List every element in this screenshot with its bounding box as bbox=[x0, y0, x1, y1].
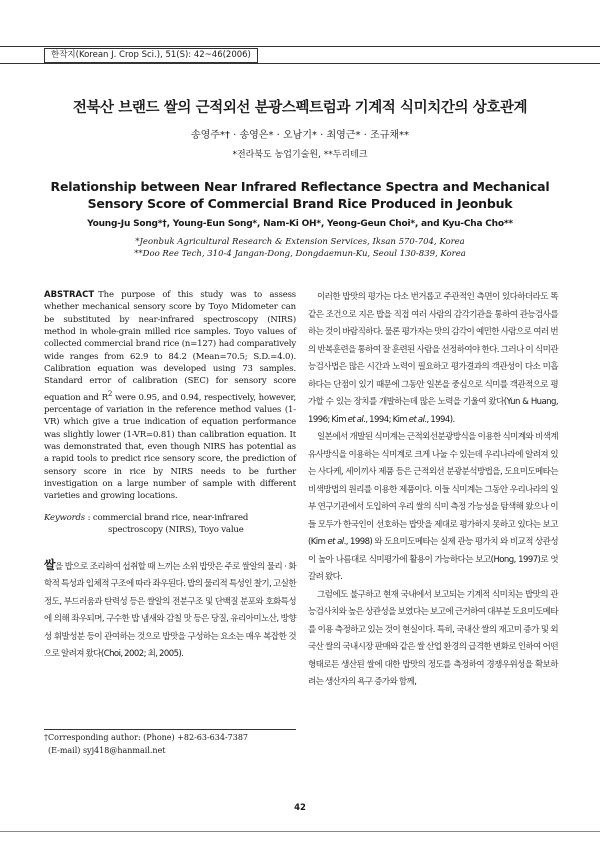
right-column bbox=[308, 289, 558, 692]
paragraph-2-end: ., 1998) 와 도요미도메타는 실제 관능 평가치 와 비교적 상관성이 높아 나름대로 식미평가에 활용이 가능하다는 보고(Hong, 1997)로 엇갈려 왔다. bbox=[308, 537, 558, 582]
intro-dropcap: 쌀 bbox=[44, 557, 56, 572]
english-title: Relationship between Near Infrared Reflectance Spectra and Mechanical Sensory Score of Commercial Brand Rice Produced in Jeonbuk bbox=[50, 179, 550, 211]
intro-paragraph bbox=[44, 557, 296, 664]
footnote-phone: †Corresponding author: (Phone) +82-63-634-7387 bbox=[44, 733, 249, 742]
keywords-text: : commercial brand rice, near-infrared spectroscopy (NIRS), Toyo value bbox=[87, 512, 249, 536]
intro-text: 을 밥으로 조리하여 섭취할 때 느끼는 소위 밥맛은 주로 쌀알의 물리 · 화학적 특성과 입체적 구조에 따라 좌우된다. 밥의 물리적 특성인 찰기, 고실한 정도, 부드러움과 탄력성 등은 쌀알의 전분구조 및 단백질 분포와 호화특성에 의해 좌우되며, 구수한 밥 냄새와 감칠 맛 등은 당질, 유리아미노산, 방향성 휘발성분 등이 관여하는 것으로 밥맛을 구성하는 요소는 매우 복잡한 것으로 알려져 왔다(Choi, 2002; 최, 2005). bbox=[44, 561, 296, 660]
body-paragraph-3: 그럼에도 불구하고 현재 국내에서 보고되는 기계적 식미치는 밥맛의 관능검사치와 높은 상관성을 보였다는 보고에 근거하여 대부분 도요미도메타를 이용 측정하고 있는 것이 현실이다. 특히, 국내산 쌀의 재고미 증가 및 외국산 쌀의 국내시장 판매와 같은 쌀 산업 환경의 급격한 변화로 인하여 어떤 형태로든 생산된 쌀에 대한 밥맛의 정도를 측정하여 경쟁우위성을 확보하려는 생산자의 욕구 증가와 함께, bbox=[308, 589, 558, 687]
abstract-label: ABSTRACT bbox=[44, 290, 95, 300]
english-authors: Young-Ju Song*†, Young-Eun Song*, Nam-Ki OH*, Yeong-Geun Choi*, and Kyu-Cha Cho** bbox=[87, 219, 513, 229]
paragraph-1-mid: ., 1994; Kim bbox=[363, 414, 409, 425]
paragraph-2-text: 일본에서 개발된 식미계는 근적외선분광방식을 이용한 식미계와 비색계 유사방식을 이용하는 식미계로 크게 나눌 수 있는데 우리나라에 알려져 있는 사다케, 세이끼사 제품 등은 근적외선 분광분석방법을, 도요미도메타는 비색방법의 원리를 이용한 제품이다. 이들 식미계는 그동안 우리나라의 일부 연구기관에서 도입하여 우리 쌀의 식미 측정 가능성을 탐색해 왔으나 이들 모두가 한국인이 선호하는 밥맛을 제대로 평가하지 못하고 있다는 보고(Kim bbox=[308, 432, 558, 547]
keywords bbox=[44, 512, 296, 537]
paragraph-1-text: 이러한 밥맛의 평가는 다소 번거롭고 주관적인 측면이 있다하더라도 똑같은 조건으로 지은 밥을 직접 여러 사람의 감각기관을 통하여 관능검사를 하는 것이 바람직하다. 물론 평가자는 맛의 감각이 예민한 사람으로 여러 번의 반복훈련을 통하여 잘 훈련된 사람을 선정하여야 한다. 그러나 이 식미관능검사법은 많은 시간과 노력이 필요하고 평가결과의 객관성이 다소 미흡하다는 단점이 있기 때문에 그동안 일본을 중심으로 식미를 객관적으로 평가할 수 있는 장치를 개발하는데 많은 노력을 기울여 왔다(Yun & Huang, 1996; Kim bbox=[308, 292, 558, 425]
abstract-superscript: 2 bbox=[107, 388, 113, 398]
affiliation-line-2: **Doo Ree Tech, 310-4 Jangan-Dong, Dongdaemun-Ku, Seoul 130-839, Korea bbox=[134, 249, 466, 259]
abstract bbox=[44, 289, 296, 503]
affiliation-line-1: *Jeonbuk Agricultural Research & Extension Services, Iksan 570-704, Korea bbox=[135, 237, 465, 247]
body-paragraph-1 bbox=[308, 289, 558, 429]
keywords-label: Keywords bbox=[44, 512, 86, 523]
footnote-divider bbox=[44, 729, 296, 730]
english-affiliations bbox=[0, 236, 600, 260]
abstract-text-2: were 0.95, and 0.94, respectively, however, percentage of variation in the reference method values (1-VR) which give a true indication of equation performance was slightly lower (1-VR=0.81) than calibration equation. It was demonstrated that, even though NIRS has potential as a rapid tools to predict rice sensory score, the prediction of sensory score in rice by NIRS needs to be further investigation on a large number of sample with different varieties and growing locations. bbox=[44, 392, 296, 502]
et-al-3: et al bbox=[327, 537, 344, 547]
journal-header-band bbox=[0, 46, 600, 64]
footnote bbox=[44, 732, 296, 757]
korean-authors: 송영주*† · 송영은* · 오남기* · 최영근* · 조규채** bbox=[190, 130, 410, 141]
footnote-email: (E-mail) syj418@hanmail.net bbox=[48, 745, 166, 755]
paragraph-1-end: ., 1994). bbox=[424, 414, 455, 425]
left-column bbox=[44, 289, 296, 664]
body-paragraph-2 bbox=[308, 429, 558, 587]
korean-title: 전북산 브랜드 쌀의 근적외선 분광스펙트럼과 기계적 식미치간의 상호관계 bbox=[72, 100, 528, 116]
page-bottom-edge bbox=[0, 831, 600, 832]
et-al-1: et al bbox=[347, 414, 364, 425]
journal-reference: 한작지(Korean J. Crop Sci.), 51(S): 42~46(2006) bbox=[44, 48, 258, 63]
page-number: 42 bbox=[294, 803, 306, 813]
et-al-2: et al bbox=[408, 414, 425, 425]
abstract-text-1: The purpose of this study was to assess whether mechanical sensory score by Toyo Midometer can be substituted by near-infrared spectroscopy (NIRS) method in whole-grain milled rice samples. Toyo values of collected commercial brand rice (n=127) had comparatively wide ranges from 62.9 to 84.2 (Mean=70.5; S.D.=4.0). Calibration equation was developed using 73 samples. Standard error of calibration (SEC) for sensory score equation and R bbox=[44, 290, 296, 403]
korean-affiliations: *전라북도 농업기술원, **두리테크 bbox=[232, 150, 368, 160]
